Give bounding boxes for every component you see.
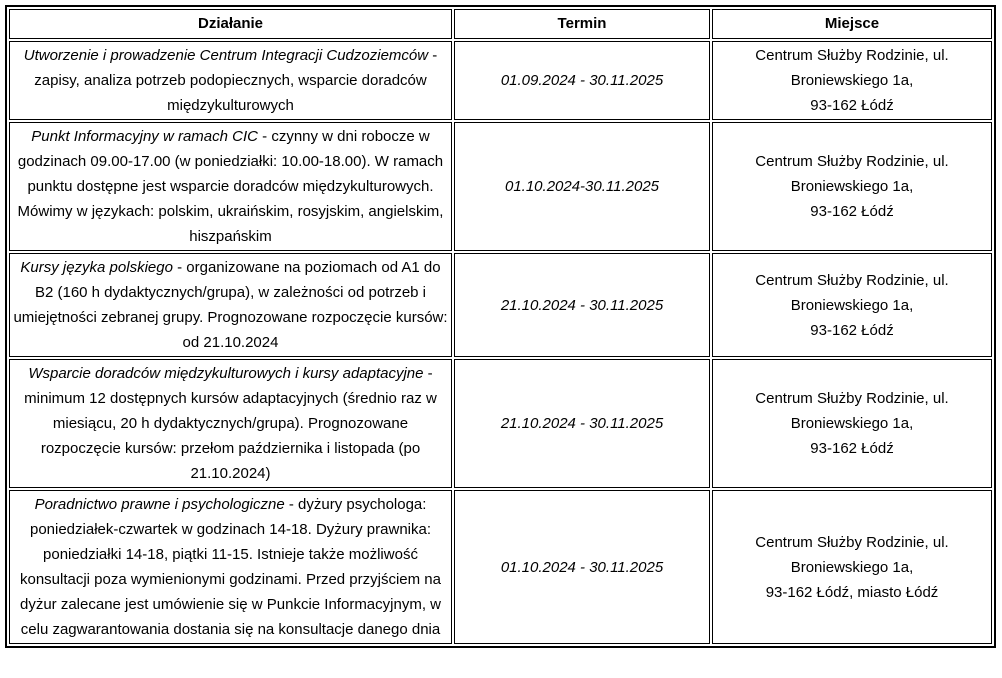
miejsce-line: Centrum Służby Rodzinie, ul.	[755, 153, 949, 170]
column-header-termin: Termin	[454, 9, 710, 39]
termin-value: 01.09.2024 - 30.11.2025	[500, 72, 664, 89]
action-description: - czynny w dni robocze w godzinach 09.00-17.00 (w poniedziałki: 10.00-18.00). W ramach punktu dostępne jest wsparcie doradców międzykulturowych. Mówimy w językach: polskim, ukraińskim, rosyjskim, angielskim, hiszpańskim	[17, 128, 444, 245]
miejsce-line: Broniewskiego 1a,	[790, 72, 914, 89]
action-title: Utworzenie i prowadzenie Centrum Integracji Cudzoziemców	[23, 47, 429, 64]
miejsce-cell	[712, 490, 992, 644]
termin-cell	[454, 359, 710, 488]
miejsce-line: Centrum Służby Rodzinie, ul.	[755, 390, 949, 407]
miejsce-line: 93-162 Łódź	[810, 97, 894, 114]
termin-value: 01.10.2024-30.11.2025	[504, 178, 660, 195]
table-row	[9, 253, 992, 357]
miejsce-line: Centrum Służby Rodzinie, ul.	[755, 533, 949, 551]
table-row	[9, 41, 992, 120]
column-header-dzialanie: Działanie	[9, 9, 452, 39]
table-row	[9, 490, 992, 644]
termin-value: 21.10.2024 - 30.11.2025	[500, 296, 664, 314]
miejsce-cell	[712, 122, 992, 251]
action-cell	[9, 41, 452, 120]
miejsce-line: 93-162 Łódź, miasto Łódź	[765, 583, 939, 601]
action-title: Punkt Informacyjny w ramach CIC	[31, 128, 258, 145]
table-row	[9, 122, 992, 251]
termin-value: 01.10.2024 - 30.11.2025	[500, 558, 664, 576]
action-description: - dyżury psychologa: poniedziałek-czwartek w godzinach 14-18. Dyżury prawnika: poniedziałki 14-18, piątki 11-15. Istnieje także możliwość konsultacji poza wymienionymi godzinami. Przed przyjściem na dyżur zalecane jest umówienie się w Punkcie Informacyjnym, w celu zagwarantowania dostania się na konsultacje danego dnia	[19, 496, 441, 638]
miejsce-cell	[712, 359, 992, 488]
table-row	[9, 359, 992, 488]
action-description: - organizowane na poziomach od A1 do B2 (160 h dydaktycznych/grupa), w zależności od potrzeb i umiejętności zebranej grupy. Prognozowane rozpoczęcie kursów: od 21.10.2024	[13, 259, 448, 351]
miejsce-line: Broniewskiego 1a,	[790, 296, 914, 314]
miejsce-line: Centrum Służby Rodzinie, ul.	[755, 47, 949, 64]
activities-schedule-table	[5, 5, 996, 648]
miejsce-line: Broniewskiego 1a,	[790, 558, 914, 576]
action-title: Wsparcie doradców międzykulturowych i kursy adaptacyjne	[28, 365, 424, 382]
action-cell	[9, 359, 452, 488]
termin-cell	[454, 122, 710, 251]
termin-cell	[454, 41, 710, 120]
action-description: - minimum 12 dostępnych kursów adaptacyjnych (średnio raz w miesiącu, 20 h dydaktycznych/grupa). Prognozowane rozpoczęcie kursów: przełom października i listopada (po 21.10.2024)	[24, 365, 437, 482]
column-header-miejsce: Miejsce	[712, 9, 992, 39]
termin-cell	[454, 253, 710, 357]
action-cell	[9, 490, 452, 644]
miejsce-cell	[712, 41, 992, 120]
miejsce-line: 93-162 Łódź	[810, 203, 894, 220]
termin-cell	[454, 490, 710, 644]
miejsce-cell	[712, 253, 992, 357]
action-cell	[9, 122, 452, 251]
miejsce-line: 93-162 Łódź	[810, 440, 894, 457]
termin-value: 21.10.2024 - 30.11.2025	[500, 415, 664, 432]
action-cell	[9, 253, 452, 357]
miejsce-line: 93-162 Łódź	[810, 321, 894, 339]
header-row	[9, 9, 992, 39]
action-title: Poradnictwo prawne i psychologiczne	[34, 496, 285, 513]
miejsce-line: Centrum Służby Rodzinie, ul.	[755, 271, 949, 289]
action-title: Kursy języka polskiego	[20, 259, 173, 276]
action-description: - zapisy, analiza potrzeb podopiecznych, wsparcie doradców międzykulturowych	[34, 47, 438, 114]
miejsce-line: Broniewskiego 1a,	[790, 415, 914, 432]
miejsce-line: Broniewskiego 1a,	[790, 178, 914, 195]
